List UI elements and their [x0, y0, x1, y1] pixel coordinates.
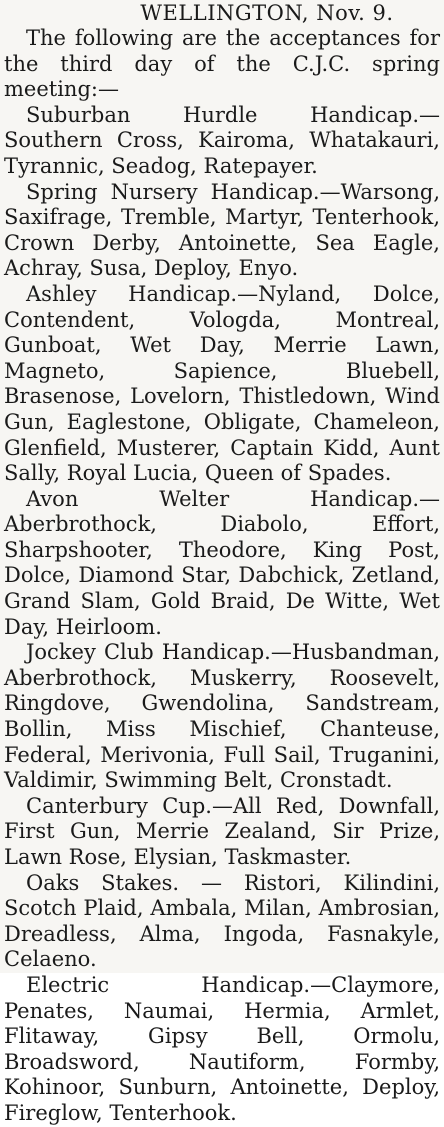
race-title: Electric Handicap. [26, 972, 311, 997]
race-entries: —Warsong, Saxifrage, Tremble, Martyr, Tenterhook, Crown Derby, Antoinette, Sea Eagle, Achray, Susa, Deploy, Enyo. [4, 179, 440, 281]
race-title: Suburban Hurdle Handicap. [26, 102, 419, 127]
race-entries: —Southern Cross, Kairoma, Whatakauri, Tyrannic, Seadog, Ratepayer. [4, 102, 440, 178]
race-title: Oaks Stakes. [26, 870, 180, 895]
race-spring-nursery-handicap [4, 180, 440, 282]
race-title: Avon Welter Handicap. [26, 486, 419, 511]
race-entries: —Nyland, Dolce, Contendent, Vologda, Montreal, Gunboat, Wet Day, Merrie Lawn, Magneto, Sapience, Bluebell, Brasenose, Lovelorn, Thistledown, Wind Gun, Eaglestone, Obligate, Chameleon, Glenfield, Musterer, Captain Kidd, Aunt Sally, Royal Lucia, Queen of Spades. [4, 281, 440, 486]
race-electric-handicap [4, 973, 440, 1127]
race-suburban-hurdle-handicap [4, 103, 440, 180]
race-title: Canterbury Cup. [26, 793, 212, 818]
race-title: Spring Nursery Handicap. [26, 179, 320, 204]
race-entries: — Ristori, Kilindini, Scotch Plaid, Ambala, Milan, Ambrosian, Dreadless, Alma, Ingoda, Fasnakyle, Celaeno. [4, 870, 440, 972]
race-oaks-stakes [4, 871, 440, 973]
race-title: Jockey Club Handicap. [26, 640, 271, 665]
intro-paragraph: The following are the acceptances for the third day of the C.J.C. spring meeting:— [4, 26, 440, 102]
dateline: WELLINGTON, Nov. 9. [140, 1, 394, 25]
race-ashley-handicap [4, 282, 440, 487]
race-entries: —Aberbrothock, Diabolo, Effort, Sharpshooter, Theodore, King Post, Dolce, Diamond Star, Dabchick, Zetland, Grand Slam, Gold Braid, De Witte, Wet Day, Heirloom. [4, 486, 440, 639]
race-title: Ashley Handicap. [26, 281, 238, 306]
race-jockey-club-handicap [4, 640, 440, 794]
race-entries: —Husbandman, Aberbrothock, Muskerry, Roosevelt, Ringdove, Gwendolina, Sandstream, Bollin, Miss Mischief, Chanteuse, Federal, Merivonia, Full Sail, Truganini, Valdimir, Swimming Belt, Cronstadt. [4, 640, 440, 793]
race-entries: —All Red, Downfall, First Gun, Merrie Zealand, Sir Prize, Lawn Rose, Elysian, Taskmaster. [4, 793, 440, 869]
race-canterbury-cup [4, 794, 440, 871]
race-entries: —Claymore, Penates, Naumai, Hermia, Armlet, Flitaway, Gipsy Bell, Ormolu, Broadsword, Nautiform, Formby, Kohinoor, Sunburn, Antoinette, Deploy, Fireglow, Tenterhook. [4, 972, 440, 1125]
race-avon-welter-handicap [4, 487, 440, 641]
